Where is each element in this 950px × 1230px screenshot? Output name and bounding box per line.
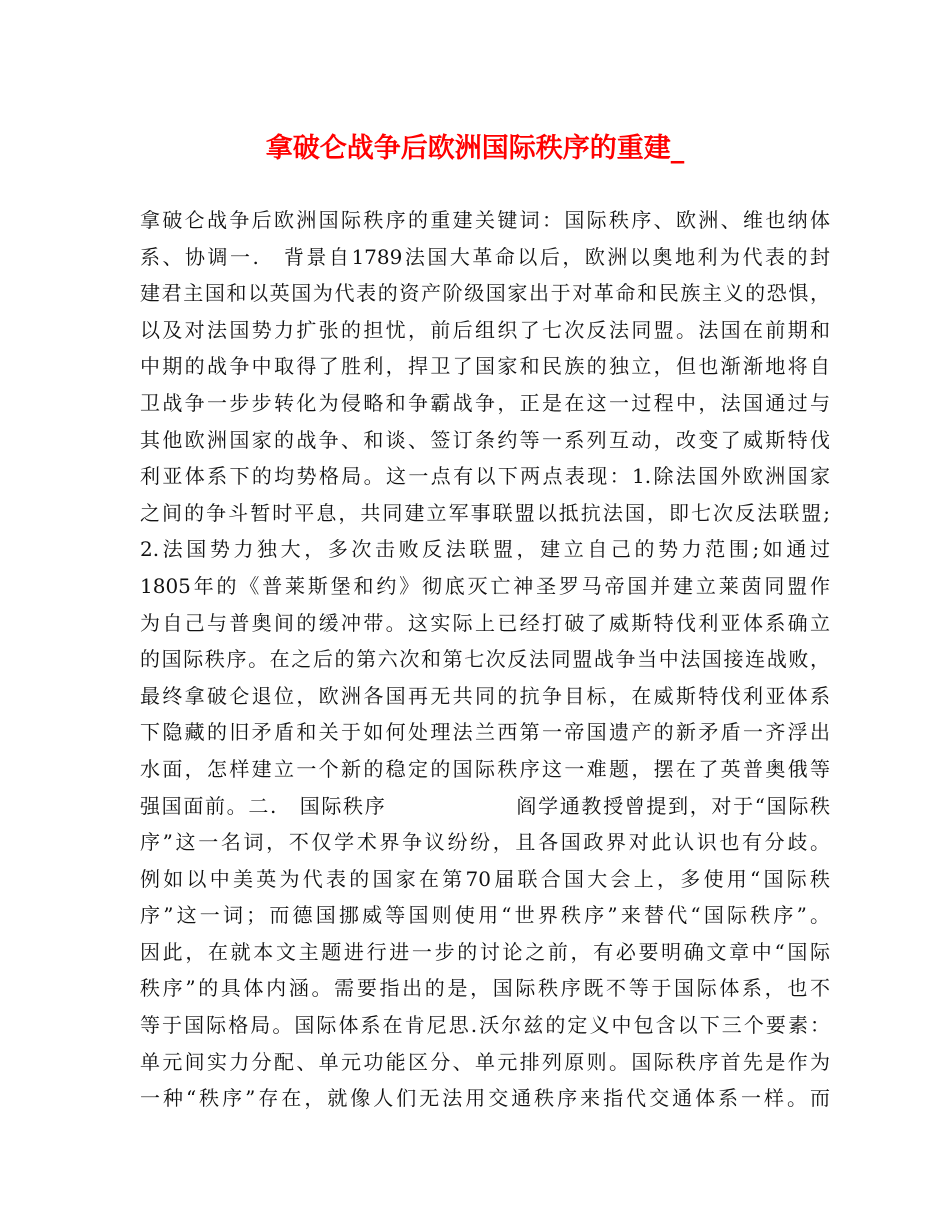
body-line: 的国际秩序。在之后的第六次和第七次反法同盟战争当中法国接连战败， bbox=[140, 647, 830, 672]
body-line: 例如以中美英为代表的国家在第70届联合国大会上，多使用“国际秩 bbox=[140, 866, 830, 891]
body-line: 因此，在就本文主题进行进一步的讨论之前，有必要明确文章中“国际 bbox=[140, 939, 830, 964]
body-line: 1805年的《普莱斯堡和约》彻底灭亡神圣罗马帝国并建立莱茵同盟作 bbox=[140, 573, 830, 598]
body-line: 系、协调一. 背景自1789法国大革命以后，欧洲以奥地利为代表的封 bbox=[140, 244, 830, 269]
body-line: 利亚体系下的均势格局。这一点有以下两点表现：1.除法国外欧洲国家 bbox=[140, 464, 830, 489]
body-line: 单元间实力分配、单元功能区分、单元排列原则。国际秩序首先是作为 bbox=[140, 1049, 830, 1074]
body-line: 秩序”的具体内涵。需要指出的是，国际秩序既不等于国际体系，也不 bbox=[140, 976, 830, 1001]
body-line: 之间的争斗暂时平息，共同建立军事联盟以抵抗法国，即七次反法联盟; bbox=[140, 500, 830, 525]
body-line: 2.法国势力独大，多次击败反法联盟，建立自己的势力范围;如通过 bbox=[140, 537, 830, 562]
body-line: 等于国际格局。国际体系在肯尼思.沃尔兹的定义中包含以下三个要素： bbox=[140, 1013, 830, 1038]
body-line: 最终拿破仑退位，欧洲各国再无共同的抗争目标，在威斯特伐利亚体系 bbox=[140, 683, 830, 708]
body-line: 建君主国和以英国为代表的资产阶级国家出于对革命和民族主义的恐惧， bbox=[140, 281, 830, 306]
document-title: 拿破仑战争后欧洲国际秩序的重建_ bbox=[265, 133, 685, 164]
body-line: 中期的战争中取得了胜利，捍卫了国家和民族的独立，但也渐渐地将自 bbox=[140, 354, 830, 379]
body-line: 下隐藏的旧矛盾和关于如何处理法兰西第一帝国遗产的新矛盾一齐浮出 bbox=[140, 720, 830, 745]
body-line: 序”这一名词，不仅学术界争议纷纷，且各国政界对此认识也有分歧。 bbox=[140, 830, 830, 855]
body-line: 序”这一词；而德国挪威等国则使用“世界秩序”来替代“国际秩序”。 bbox=[140, 903, 830, 928]
body-line: 水面，怎样建立一个新的稳定的国际秩序这一难题，摆在了英普奥俄等 bbox=[140, 756, 830, 781]
body-line: 一种“秩序”存在，就像人们无法用交通秩序来指代交通体系一样。而 bbox=[140, 1086, 830, 1111]
body-line: 以及对法国势力扩张的担忧，前后组织了七次反法同盟。法国在前期和 bbox=[140, 317, 830, 342]
document-body bbox=[140, 202, 830, 1117]
body-line: 其他欧洲国家的战争、和谈、签订条约等一系列互动，改变了威斯特伐 bbox=[140, 427, 830, 452]
body-line: 为自己与普奥间的缓冲带。这实际上已经打破了威斯特伐利亚体系确立 bbox=[140, 610, 830, 635]
body-line: 强国面前。二. 国际秩序 阎学通教授曾提到，对于“国际秩 bbox=[140, 793, 830, 818]
body-line: 拿破仑战争后欧洲国际秩序的重建关键词：国际秩序、欧洲、维也纳体 bbox=[140, 208, 830, 232]
body-line: 卫战争一步步转化为侵略和争霸战争，正是在这一过程中，法国通过与 bbox=[140, 390, 830, 415]
